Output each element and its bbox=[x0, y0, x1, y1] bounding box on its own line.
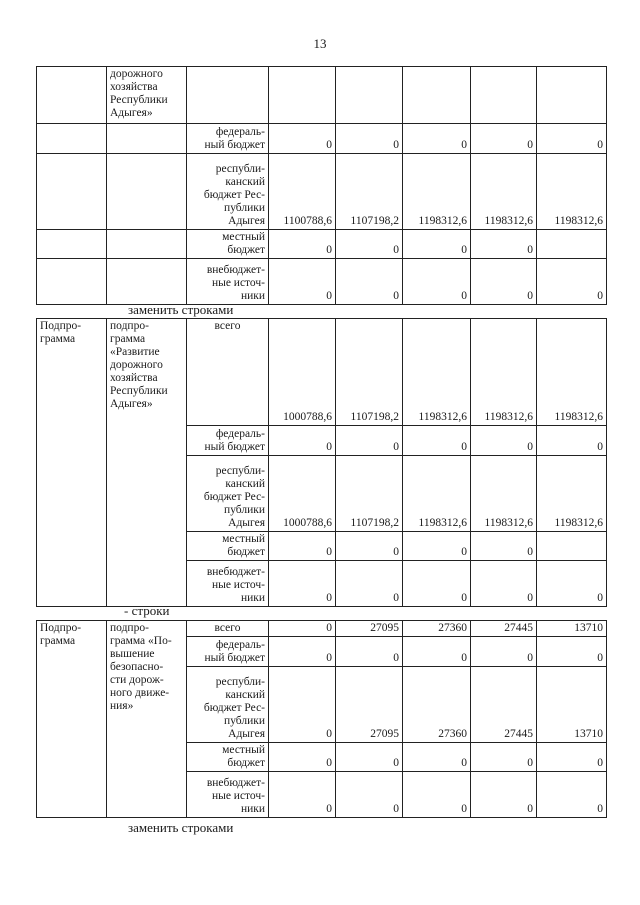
empty-cell bbox=[107, 532, 187, 561]
value-cell: 13710 bbox=[537, 667, 607, 743]
value-cell: 27445 bbox=[471, 667, 537, 743]
value-cell: 0 bbox=[537, 124, 607, 154]
empty-cell bbox=[37, 667, 107, 743]
value-cell: 0 bbox=[269, 426, 336, 456]
value-cell: 0 bbox=[336, 743, 403, 772]
empty-cell bbox=[336, 67, 403, 124]
empty-cell bbox=[107, 743, 187, 772]
value-cell: 1198312,6 bbox=[471, 154, 537, 230]
funding-source-cell bbox=[187, 772, 269, 818]
funding-source-cell bbox=[187, 154, 269, 230]
value-cell: 0 bbox=[537, 561, 607, 607]
funding-source-cell bbox=[187, 124, 269, 154]
funding-source-label: федераль- ный бюджет bbox=[204, 428, 265, 453]
value-cell: 1100788,6 bbox=[269, 154, 336, 230]
value-cell: 1198312,6 bbox=[537, 319, 607, 426]
value-cell: 27445 bbox=[471, 621, 537, 637]
value-cell: 0 bbox=[336, 532, 403, 561]
empty-cell bbox=[37, 532, 107, 561]
funding-source-cell bbox=[187, 319, 269, 426]
value-cell: 0 bbox=[471, 124, 537, 154]
empty-cell bbox=[107, 230, 187, 259]
funding-source-cell bbox=[187, 621, 269, 637]
table-row bbox=[37, 772, 607, 818]
empty-cell bbox=[37, 230, 107, 259]
value-cell: 0 bbox=[471, 230, 537, 259]
table-row bbox=[37, 456, 607, 532]
value-cell: 0 bbox=[269, 230, 336, 259]
program-name-cell bbox=[107, 319, 187, 426]
value-cell: 0 bbox=[269, 124, 336, 154]
program-type: Подпро- грамма bbox=[40, 320, 82, 345]
funding-source-label: республи- канский бюджет Рес- публики Адыгея bbox=[203, 465, 265, 529]
table-row bbox=[37, 67, 607, 124]
value-cell: 0 bbox=[336, 259, 403, 305]
value-cell: 1198312,6 bbox=[403, 154, 471, 230]
value-cell: 0 bbox=[336, 230, 403, 259]
table-row bbox=[37, 621, 607, 637]
value-cell: 1198312,6 bbox=[537, 456, 607, 532]
value-cell: 0 bbox=[336, 426, 403, 456]
value-cell: 0 bbox=[403, 124, 471, 154]
value-cell: 0 bbox=[537, 259, 607, 305]
value-cell: 0 bbox=[269, 637, 336, 667]
value-cell: 1000788,6 bbox=[269, 456, 336, 532]
value-cell: 0 bbox=[537, 637, 607, 667]
program-name-cell bbox=[107, 621, 187, 712]
program-name: подпро- грамма «По- вышение безопасно- сти дорож- ного движе- ния» bbox=[110, 622, 172, 712]
empty-cell bbox=[37, 561, 107, 607]
value-cell: 0 bbox=[269, 561, 336, 607]
value-cell: 0 bbox=[537, 426, 607, 456]
funding-source-label: местный бюджет bbox=[222, 744, 265, 769]
funding-source-label: внебюджет- ные источ- ники bbox=[206, 566, 265, 604]
empty-cell bbox=[403, 67, 471, 124]
value-cell: 0 bbox=[471, 743, 537, 772]
program-name-cell bbox=[107, 67, 187, 124]
value-cell: 0 bbox=[471, 426, 537, 456]
value-cell: 0 bbox=[336, 124, 403, 154]
program-type-cell bbox=[37, 319, 107, 426]
value-cell: 0 bbox=[403, 743, 471, 772]
funding-source-label: местный бюджет bbox=[222, 533, 265, 558]
funding-source-cell bbox=[187, 532, 269, 561]
value-cell bbox=[537, 532, 607, 561]
value-cell: 27360 bbox=[403, 621, 471, 637]
value-cell: 13710 bbox=[537, 621, 607, 637]
empty-cell bbox=[107, 561, 187, 607]
value-cell: 0 bbox=[537, 743, 607, 772]
value-cell: 27360 bbox=[403, 667, 471, 743]
empty-cell bbox=[107, 124, 187, 154]
empty-cell bbox=[269, 67, 336, 124]
value-cell bbox=[537, 230, 607, 259]
note-replace-rows: заменить строками bbox=[128, 302, 234, 317]
empty-cell bbox=[37, 426, 107, 456]
value-cell: 0 bbox=[269, 743, 336, 772]
empty-cell bbox=[37, 743, 107, 772]
note-replace-rows-2: заменить строками bbox=[128, 820, 234, 835]
value-cell: 1198312,6 bbox=[403, 456, 471, 532]
value-cell: 0 bbox=[403, 772, 471, 818]
value-cell: 27095 bbox=[336, 667, 403, 743]
value-cell: 0 bbox=[269, 621, 336, 637]
table-row bbox=[37, 319, 607, 426]
value-cell: 0 bbox=[336, 637, 403, 667]
value-cell: 0 bbox=[537, 772, 607, 818]
empty-cell bbox=[537, 67, 607, 124]
value-cell: 0 bbox=[471, 772, 537, 818]
value-cell: 0 bbox=[336, 561, 403, 607]
program-type: Подпро- грамма bbox=[40, 622, 82, 647]
value-cell: 1107198,2 bbox=[336, 319, 403, 426]
value-cell: 0 bbox=[471, 561, 537, 607]
funding-source-cell bbox=[187, 456, 269, 532]
value-cell: 0 bbox=[269, 259, 336, 305]
empty-cell bbox=[107, 456, 187, 532]
empty-cell bbox=[107, 426, 187, 456]
empty-cell bbox=[37, 772, 107, 818]
funding-source-cell bbox=[187, 230, 269, 259]
funding-source-cell bbox=[187, 637, 269, 667]
funding-source-label: внебюджет- ные источ- ники bbox=[206, 777, 265, 815]
program-name: дорожного хозяйства Республики Адыгея» bbox=[110, 68, 168, 119]
table-row bbox=[37, 561, 607, 607]
budget-table-2 bbox=[36, 318, 607, 607]
value-cell: 0 bbox=[403, 561, 471, 607]
value-cell: 0 bbox=[403, 259, 471, 305]
funding-source-label: республи- канский бюджет Рес- публики Адыгея bbox=[203, 163, 265, 227]
budget-table-1 bbox=[36, 66, 607, 305]
empty-cell bbox=[107, 154, 187, 230]
value-cell: 0 bbox=[269, 772, 336, 818]
value-cell: 0 bbox=[471, 532, 537, 561]
empty-cell bbox=[37, 124, 107, 154]
funding-source-cell bbox=[187, 259, 269, 305]
value-cell: 1107198,2 bbox=[336, 154, 403, 230]
funding-source-label: федераль- ный бюджет bbox=[204, 126, 265, 151]
funding-source-label: всего bbox=[214, 622, 241, 634]
page-number: 13 bbox=[313, 36, 327, 51]
funding-source-cell bbox=[187, 426, 269, 456]
funding-source-label: внебюджет- ные источ- ники bbox=[206, 264, 265, 302]
empty-cell bbox=[107, 772, 187, 818]
funding-source-cell bbox=[187, 743, 269, 772]
note-rows: - строки bbox=[124, 603, 170, 618]
table-row bbox=[37, 124, 607, 154]
empty-cell bbox=[37, 259, 107, 305]
empty-cell bbox=[471, 67, 537, 124]
value-cell: 0 bbox=[269, 532, 336, 561]
table-row bbox=[37, 426, 607, 456]
value-cell: 0 bbox=[471, 259, 537, 305]
empty-cell bbox=[37, 154, 107, 230]
value-cell: 0 bbox=[269, 667, 336, 743]
value-cell: 1198312,6 bbox=[471, 456, 537, 532]
program-name: подпро- грамма «Развитие дорожного хозяйства Республики Адыгея» bbox=[110, 320, 168, 410]
program-type-cell bbox=[37, 621, 107, 647]
value-cell: 1000788,6 bbox=[269, 319, 336, 426]
value-cell: 0 bbox=[403, 532, 471, 561]
funding-source-cell bbox=[187, 561, 269, 607]
empty-cell bbox=[37, 456, 107, 532]
value-cell: 0 bbox=[336, 772, 403, 818]
value-cell: 27095 bbox=[336, 621, 403, 637]
funding-source-label: всего bbox=[214, 320, 241, 332]
value-cell: 0 bbox=[403, 637, 471, 667]
empty-cell bbox=[37, 67, 107, 124]
table-row bbox=[37, 154, 607, 230]
funding-source-label: федераль- ный бюджет bbox=[204, 639, 265, 664]
value-cell: 0 bbox=[471, 637, 537, 667]
value-cell: 0 bbox=[403, 426, 471, 456]
value-cell: 1198312,6 bbox=[471, 319, 537, 426]
table-row bbox=[37, 230, 607, 259]
value-cell: 0 bbox=[403, 230, 471, 259]
funding-source-cell bbox=[187, 667, 269, 743]
table-row bbox=[37, 743, 607, 772]
value-cell: 1107198,2 bbox=[336, 456, 403, 532]
value-cell: 1198312,6 bbox=[403, 319, 471, 426]
empty-cell bbox=[187, 67, 269, 124]
table-row bbox=[37, 532, 607, 561]
funding-source-label: республи- канский бюджет Рес- публики Адыгея bbox=[203, 676, 265, 740]
budget-table-3 bbox=[36, 620, 607, 818]
table-row bbox=[37, 259, 607, 305]
empty-cell bbox=[107, 259, 187, 305]
funding-source-label: местный бюджет bbox=[222, 231, 265, 256]
value-cell: 1198312,6 bbox=[537, 154, 607, 230]
